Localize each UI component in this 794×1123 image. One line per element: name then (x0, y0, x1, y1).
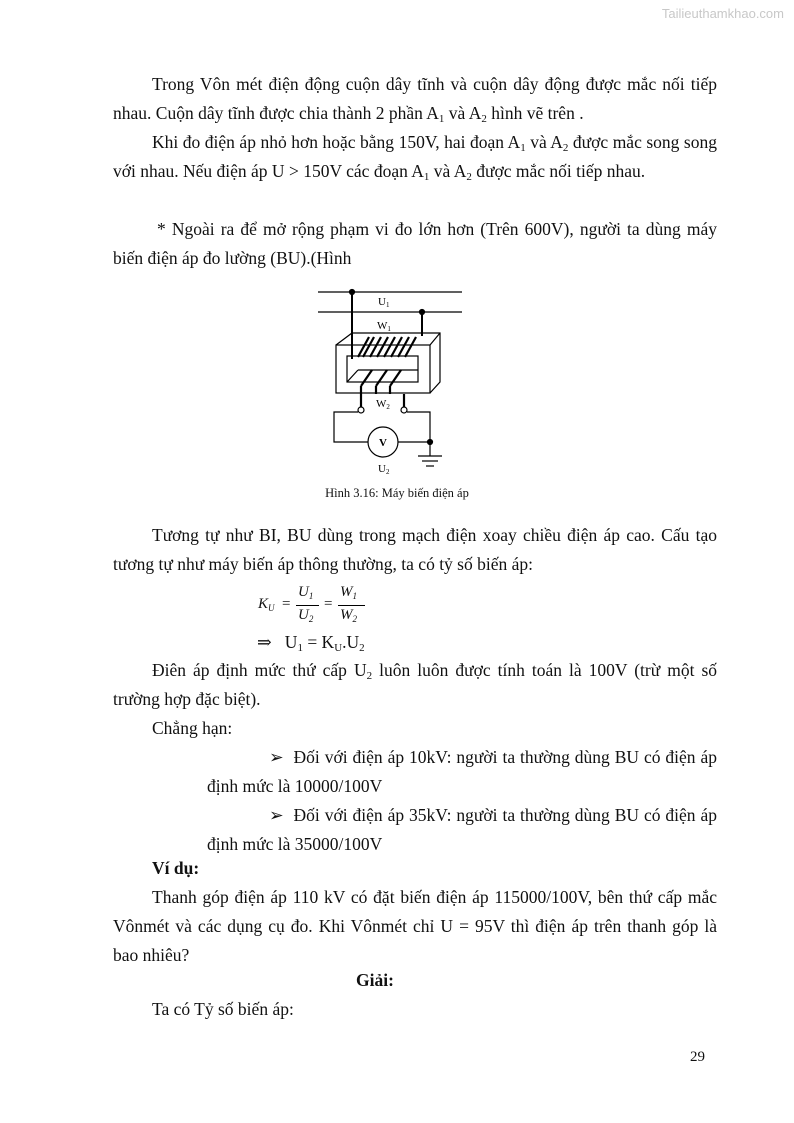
label-w2: W2 (376, 398, 390, 411)
subscript: 2 (466, 171, 472, 183)
ku: $K_U$ (258, 596, 275, 613)
bullet-item: ➢ Đối với điện áp 10kV: người ta thường dùng BU có điện áp định mức là 10000/100V (207, 747, 717, 796)
paragraph-bu: * Ngoài ra để mở rộng phạm vi đo lớn hơn (Trên 600V), người ta dùng máy biến điện áp đo lường (BU).(Hình (113, 219, 717, 268)
subscript: 2 (481, 113, 487, 125)
bullet-item: ➢ Đối với điện áp 35kV: người ta thường dùng BU có điện áp định mức là 35000/100V (207, 805, 717, 854)
subscript: 2 (562, 142, 569, 154)
paragraph-solution: Ta có Tỷ số biến áp: (152, 999, 294, 1019)
text: và A (525, 132, 563, 152)
paragraph-example: Thanh góp điện áp 110 kV có đặt biến điện áp 115000/100V, bên thứ cấp mắc Vônmét và các dụng cụ đo. Khi Vônmét chỉ U = 95V thì điện áp trên thanh góp là bao nhiêu? (113, 887, 717, 965)
text: được mắc song song với nhau. Nếu điện áp U > 150V các đoạn A (113, 132, 717, 181)
wire (334, 412, 368, 442)
terminal (401, 407, 407, 413)
winding-w1 (358, 337, 416, 357)
implies-icon: ⇒ (257, 632, 272, 652)
numerator-w1: $W_1$ (340, 584, 357, 601)
text: Trong Vôn mét điện động cuộn dây tĩnh và cuộn dây động được mắc nối tiếp nhau. Cuộn dây tĩnh được chia thành 2 phần A (113, 74, 717, 123)
ground-icon (418, 442, 442, 466)
equals: = (282, 596, 291, 612)
label-u2: U2 (378, 463, 390, 476)
page-number: 29 (690, 1049, 705, 1065)
wire (398, 412, 430, 442)
figure-caption: Hình 3.16: Máy biến điện áp (325, 486, 469, 500)
arrow-bullet-icon: ➢ (269, 805, 284, 825)
text: hình vẽ trên . (486, 103, 584, 123)
denominator-w2: $W_2$ (340, 607, 357, 624)
paragraph-voltmeter (113, 70, 717, 128)
subscript: 1 (438, 113, 445, 125)
paragraph-bu-structure: Tương tự như BI, BU dùng trong mạch điện xoay chiều điện áp cao. Cấu tạo tương tự như máy biến áp thông thường, ta có tỷ số biến áp: (113, 525, 717, 574)
terminal (358, 407, 364, 413)
text: và A (429, 161, 467, 181)
fraction-bar (338, 605, 365, 606)
subscript: 1 (520, 142, 526, 154)
text: và A (444, 103, 482, 123)
label-u1: U1 (378, 296, 390, 309)
paragraph-rated-voltage: Điên áp định mức thứ cấp $U_2$ luôn luôn được tính toán là 100V (trừ một số trường hợp đặc biệt). (113, 660, 718, 709)
solution-heading: Giải: (356, 970, 394, 990)
subscript: 1 (423, 171, 430, 183)
equals: = (324, 596, 333, 612)
arrow-bullet-icon: ➢ (269, 747, 284, 767)
formula-result: ⇒ $U_1 = K_U.U_2$ (257, 632, 365, 654)
label-v: V (379, 437, 387, 449)
paragraph-connection (113, 128, 717, 186)
denominator-u2: $U_2$ (298, 607, 314, 624)
label-w1: W1 (377, 320, 391, 333)
numerator-u1: $U_1$ (298, 584, 314, 601)
example-heading: Ví dụ: (152, 858, 200, 878)
text: được mắc nối tiếp nhau. (471, 161, 646, 181)
watermark: Tailieuthamkhao.com (661, 6, 784, 21)
transformer-diagram (300, 280, 480, 480)
example-intro: Chẳng hạn: (152, 718, 233, 738)
fraction-bar (296, 605, 319, 606)
text: Khi đo điện áp nhỏ hơn hoặc bằng 150V, hai đoạn A (152, 132, 521, 152)
